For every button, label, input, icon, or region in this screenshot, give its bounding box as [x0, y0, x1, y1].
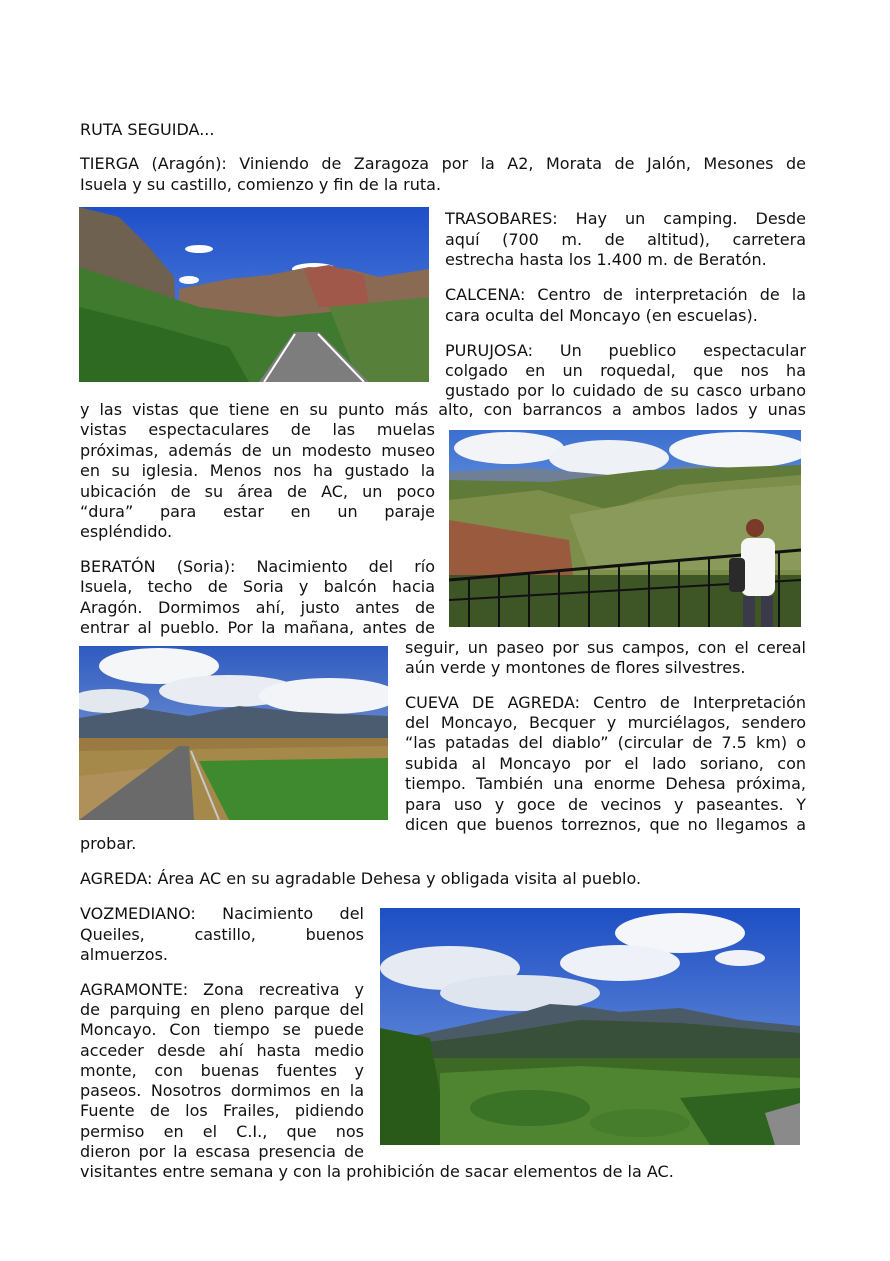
- calcena-line-2: cara oculta del Moncayo (en escuelas).: [445, 306, 758, 325]
- cueva-line-8: probar.: [80, 834, 137, 853]
- photo-moncayo-mountain: [380, 908, 800, 1145]
- trasobares-line-2: aquí (700 m. de altitud), carretera: [445, 230, 806, 249]
- beraton-line-4: entrar al pueblo. Por la mañana, antes de: [80, 618, 435, 637]
- purujosa-line-9: “dura” para estar en un paraje: [80, 502, 435, 521]
- trasobares-line-3: estrecha hasta los 1.400 m. de Beratón.: [445, 250, 767, 269]
- cueva-line-3: “las patadas del diablo” (circular de 7.5 km) o: [405, 733, 806, 752]
- cueva-line-6: para uso y goce de vecinos y paseantes. Y: [405, 795, 806, 814]
- photo-country-road: [79, 646, 388, 820]
- tierga-line-2: Isuela y su castillo, comienzo y fin de la ruta.: [80, 175, 442, 194]
- purujosa-line-5: vistas espectaculares de las muelas: [80, 420, 435, 439]
- purujosa-line-3: gustado por lo cuidado de su casco urbano: [445, 381, 806, 400]
- agramonte-line-3: Moncayo. Con tiempo se puede: [80, 1020, 364, 1039]
- photo-valley-railing: [449, 430, 801, 627]
- vozmediano-line-1: VOZMEDIANO: Nacimiento del: [80, 904, 364, 923]
- vozmediano-line-2: Queiles, castillo, buenos: [80, 925, 364, 944]
- cueva-line-4: subida al Moncayo por el lado soriano, con: [405, 754, 806, 773]
- beraton-line-5: seguir, un paseo por sus campos, con el cereal: [405, 638, 806, 657]
- agramonte-line-2: de parquing en pleno parque del: [80, 1000, 364, 1019]
- cueva-line-1: CUEVA DE AGREDA: Centro de Interpretación: [405, 693, 806, 712]
- agramonte-line-1: AGRAMONTE: Zona recreativa y: [80, 980, 364, 999]
- cueva-line-7: dicen que buenos torreznos, que no llegamos a: [405, 815, 806, 834]
- purujosa-line-1: PURUJOSA: Un pueblico espectacular: [445, 341, 806, 360]
- purujosa-line-6: próximas, además de un modesto museo: [80, 441, 435, 460]
- beraton-line-1: BERATÓN (Soria): Nacimiento del río: [80, 557, 435, 576]
- calcena-line-1: CALCENA: Centro de interpretación de la: [445, 285, 806, 304]
- purujosa-line-10: espléndido.: [80, 522, 173, 541]
- agramonte-line-6: paseos. Nosotros dormimos en la: [80, 1081, 364, 1100]
- cueva-line-5: tiempo. También una enorme Dehesa próxima,: [405, 774, 806, 793]
- vozmediano-line-3: almuerzos.: [80, 945, 169, 964]
- route-heading: RUTA SEGUIDA...: [80, 120, 215, 139]
- agramonte-line-10: visitantes entre semana y con la prohibición de sacar elementos de la AC.: [80, 1162, 674, 1181]
- agramonte-line-5: monte, con buenas fuentes y: [80, 1061, 364, 1080]
- photo-road-canyon: [79, 207, 429, 382]
- agramonte-line-7: Fuente de los Frailes, pidiendo: [80, 1101, 364, 1120]
- agramonte-line-4: acceder desde ahí hasta medio: [80, 1041, 364, 1060]
- agramonte-line-8: permiso en el C.I., que nos: [80, 1122, 364, 1141]
- trasobares-line-1: TRASOBARES: Hay un camping. Desde: [445, 209, 806, 228]
- purujosa-line-8: ubicación de su área de AC, un poco: [80, 482, 435, 501]
- agreda-paragraph: AGREDA: Área AC en su agradable Dehesa y obligada visita al pueblo.: [80, 869, 642, 888]
- beraton-line-2: Isuela, techo de Soria y balcón hacia: [80, 577, 435, 596]
- beraton-line-3: Aragón. Dormimos ahí, justo antes de: [80, 598, 435, 617]
- purujosa-line-2: colgado en un roquedal, que nos ha: [445, 361, 806, 380]
- purujosa-line-4: y las vistas que tiene en su punto más alto, con barrancos a ambos lados y unas: [80, 400, 806, 419]
- cueva-line-2: del Moncayo, Becquer y murciélagos, sendero: [405, 713, 806, 732]
- agramonte-line-9: dieron por la escasa presencia de: [80, 1142, 364, 1161]
- beraton-line-6: aún verde y montones de flores silvestres.: [405, 658, 746, 677]
- tierga-line-1: TIERGA (Aragón): Viniendo de Zaragoza por la A2, Morata de Jalón, Mesones de: [80, 154, 806, 173]
- purujosa-line-7: en su iglesia. Menos nos ha gustado la: [80, 461, 435, 480]
